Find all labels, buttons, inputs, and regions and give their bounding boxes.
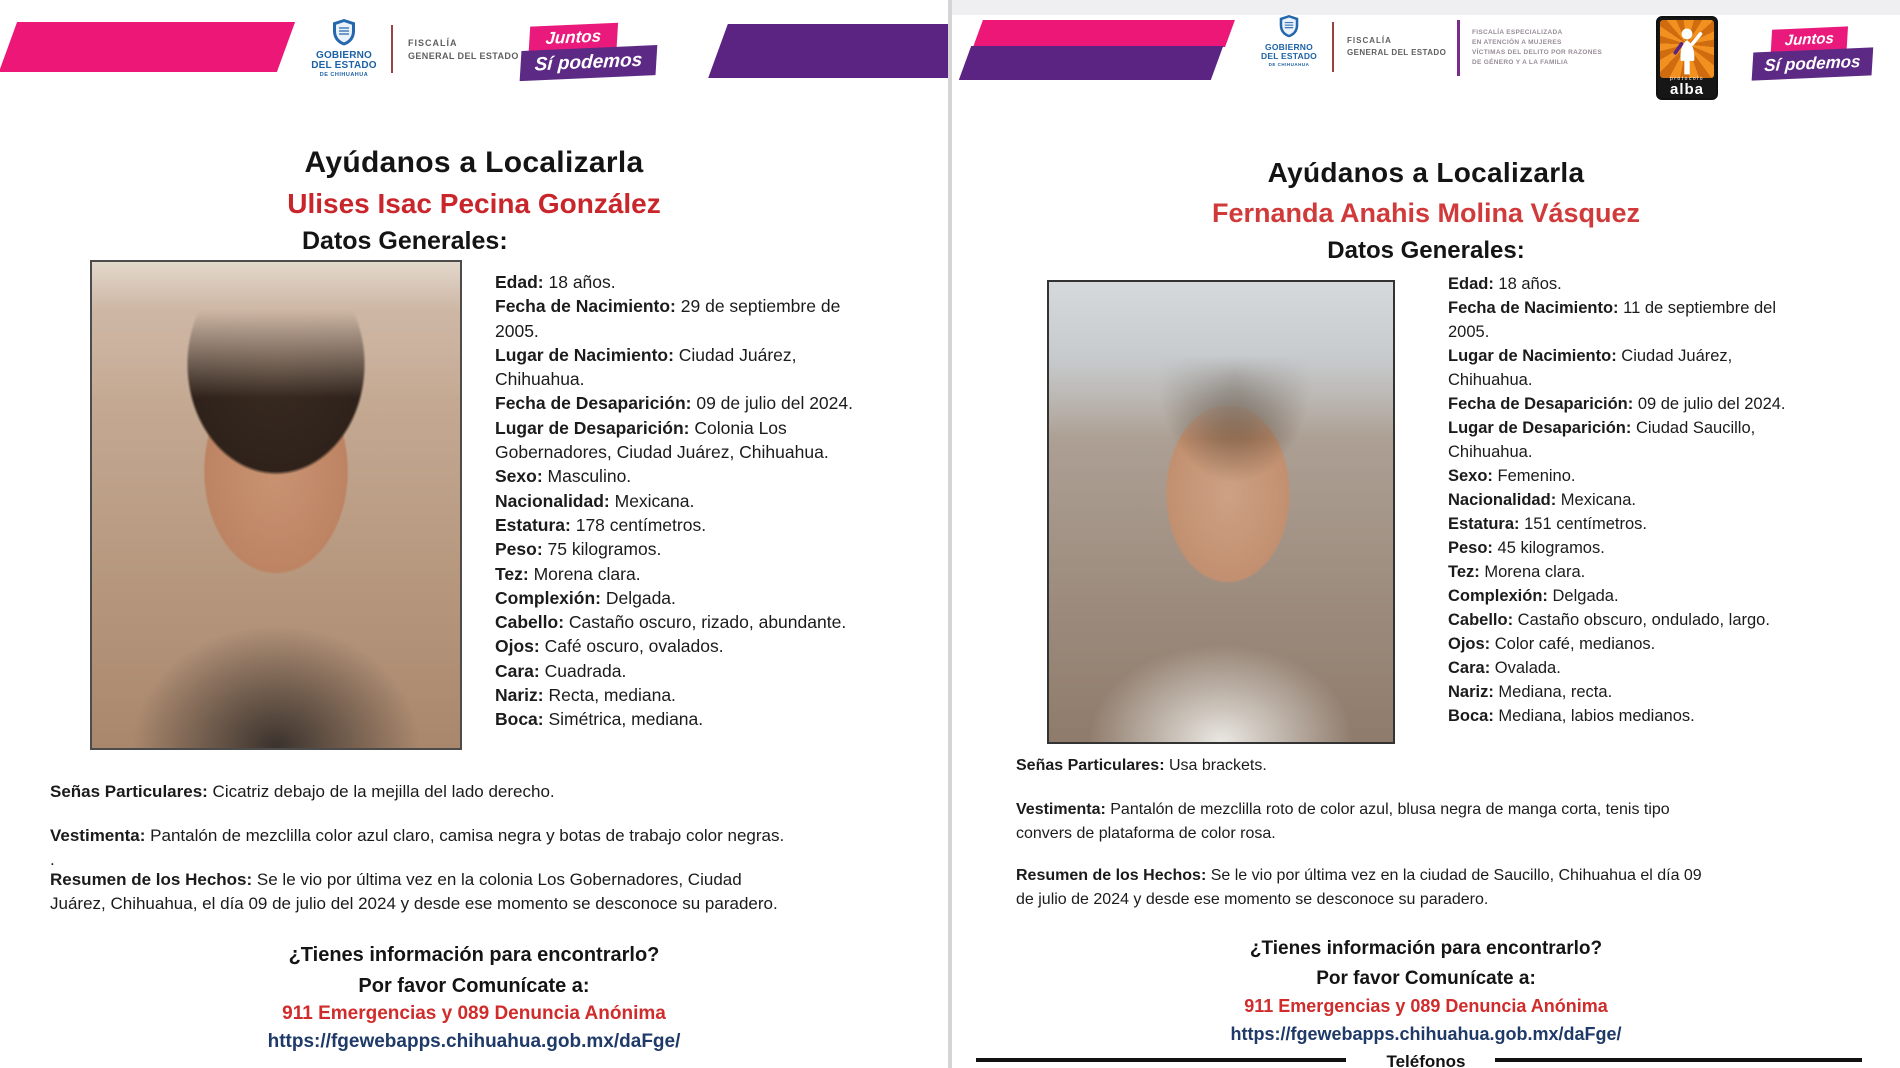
resumen-line: de julio de 2024 y desde ese momento se desconoce su paradero. <box>1016 891 1489 908</box>
detail-line: Tez: Morena clara. <box>495 563 641 584</box>
detail-line: Estatura: 151 centímetros. <box>1448 515 1648 533</box>
fiscalia-line2: GENERAL DEL ESTADO <box>1347 48 1447 57</box>
detail-line: Sexo: Femenino. <box>1448 467 1576 485</box>
vestimenta-line: Vestimenta: Pantalón de mezclilla color azul claro, camisa negra y botas de trabajo color negras. <box>50 826 785 845</box>
detail-line: Boca: Simétrica, mediana. <box>495 709 704 730</box>
juntos-badge-bottom: Sí podemos <box>1752 47 1874 80</box>
details-list <box>1448 272 1786 728</box>
contact-url[interactable]: https://fgewebapps.chihuahua.gob.mx/daFge/ <box>1230 1024 1622 1044</box>
person-name: Fernanda Anahis Molina Vásquez <box>1211 198 1641 228</box>
header-divider-1 <box>1332 22 1334 72</box>
detail-line: Nariz: Mediana, recta. <box>1448 683 1613 701</box>
detail-line: Edad: 18 años. <box>1448 275 1562 293</box>
detail-line: Lugar de Nacimiento: Ciudad Juárez, <box>1448 347 1733 365</box>
details-list <box>495 270 853 732</box>
detail-line: Cabello: Castaño oscuro, rizado, abundante. <box>495 612 847 633</box>
detail-line: Fecha de Nacimiento: 29 de septiembre de <box>495 296 841 317</box>
fiscalia-esp-line4: DE GÉNERO Y A LA FAMILIA <box>1472 59 1569 66</box>
detail-line: Lugar de Desaparición: Colonia Los <box>495 417 787 438</box>
detail-line: Fecha de Nacimiento: 11 de septiembre del <box>1448 299 1777 317</box>
detail-line: Chihuahua. <box>495 369 585 390</box>
gobierno-logo-line1: GOBIERNO <box>1265 42 1313 52</box>
gobierno-logo <box>300 18 388 78</box>
resumen-line: Resumen de los Hechos: Se le vio por última vez en la colonia Los Gobernadores, Ciudad <box>50 870 742 889</box>
contact-question: ¿Tienes información para encontrarlo? <box>288 944 660 966</box>
juntos-badge <box>1749 23 1875 84</box>
contact-cta: Por favor Comunícate a: <box>358 975 590 997</box>
fiscalia-logo-text <box>1347 36 1446 57</box>
detail-line: Estatura: 178 centímetros. <box>495 514 707 535</box>
telefonos-rule-right <box>1495 1058 1862 1062</box>
alba-figure-icon <box>1669 24 1705 78</box>
page-title: Ayúdanos a Localizarla <box>304 146 644 179</box>
detail-line: Peso: 45 kilogramos. <box>1448 539 1605 557</box>
detail-line: Nariz: Recta, mediana. <box>495 685 676 706</box>
detail-line: Cara: Ovalada. <box>1448 659 1561 677</box>
detail-line: Peso: 75 kilogramos. <box>495 539 662 560</box>
contact-phones: 911 Emergencias y 089 Denuncia Anónima <box>1244 996 1608 1016</box>
vestimenta-line: convers de plataforma de color rosa. <box>1016 825 1276 842</box>
juntos-badge-top: Juntos <box>529 23 619 53</box>
gobierno-logo-line2: DEL ESTADO <box>1261 51 1317 61</box>
fiscalia-especializada-text <box>1472 28 1602 68</box>
fiscalia-logo-text <box>408 38 519 61</box>
fiscalia-line2: GENERAL DEL ESTADO <box>408 51 519 61</box>
detail-line: Sexo: Masculino. <box>495 466 632 487</box>
contact-cta: Por favor Comunícate a: <box>1316 968 1536 989</box>
fiscalia-esp-line3: VÍCTIMAS DEL DELITO POR RAZONES <box>1472 49 1603 56</box>
contact-url[interactable]: https://fgewebapps.chihuahua.gob.mx/daFge/ <box>267 1031 681 1052</box>
detail-line: Gobernadores, Ciudad Juárez, Chihuahua. <box>495 442 829 463</box>
section-heading: Datos Generales: <box>1327 237 1525 264</box>
header-divider <box>391 25 393 73</box>
fiscalia-line1: FISCALÍA <box>408 38 458 48</box>
detail-line: Cabello: Castaño obscuro, ondulado, largo. <box>1448 611 1770 629</box>
header-divider-2 <box>1457 20 1460 76</box>
detail-line: Cara: Cuadrada. <box>495 660 627 681</box>
juntos-badge <box>519 19 661 85</box>
pink-banner <box>973 20 1235 47</box>
gobierno-logo-line3: DE CHIHUAHUA <box>319 72 369 78</box>
detail-line: Boca: Mediana, labios medianos. <box>1448 707 1695 725</box>
shield-icon <box>331 18 357 46</box>
purple-banner <box>959 46 1223 80</box>
person-name: Ulises Isac Pecina González <box>287 188 661 219</box>
detail-line: Ojos: Color café, medianos. <box>1448 635 1656 653</box>
right-poster <box>952 0 1900 1068</box>
gobierno-logo-line1: GOBIERNO <box>315 50 373 61</box>
top-gray-strip <box>952 0 1900 15</box>
detail-line: Lugar de Desaparición: Ciudad Saucillo, <box>1448 419 1756 437</box>
section-heading: Datos Generales: <box>302 227 508 255</box>
detail-line: Lugar de Nacimiento: Ciudad Juárez, <box>495 344 797 365</box>
contact-phones: 911 Emergencias y 089 Denuncia Anónima <box>282 1003 666 1024</box>
fiscalia-esp-line2: EN ATENCIÓN A MUJERES <box>1472 39 1562 46</box>
senas-line: Señas Particulares: Usa brackets. <box>1016 757 1267 774</box>
senas-line: Señas Particulares: Cicatriz debajo de la mejilla del lado derecho. <box>50 782 555 801</box>
detail-line: Chihuahua. <box>1448 443 1533 461</box>
resumen-line: Juárez, Chihuahua, el día 09 de julio del 2024 y desde ese momento se desconoce su paradero. <box>50 894 778 913</box>
pink-banner <box>0 22 295 72</box>
detail-line: Fecha de Desaparición: 09 de julio del 2024. <box>495 393 853 414</box>
detail-line: Nacionalidad: Mexicana. <box>1448 491 1636 509</box>
resumen-line: Resumen de los Hechos: Se le vio por última vez en la ciudad de Saucillo, Chihuahua el día 09 <box>1016 867 1702 884</box>
protocolo-alba-logo <box>1656 16 1718 100</box>
vestimenta-line: . <box>50 850 55 869</box>
fiscalia-esp-line1: FISCALÍA ESPECIALIZADA <box>1472 29 1563 36</box>
alba-sunburst <box>1660 20 1714 78</box>
detail-line: Complexión: Delgada. <box>1448 587 1619 605</box>
alba-wordmark <box>1658 77 1716 97</box>
detail-line: Fecha de Desaparición: 09 de julio del 2024. <box>1448 395 1786 413</box>
missing-person-photo <box>1047 280 1395 744</box>
juntos-badge-bottom: Sí podemos <box>520 45 658 81</box>
alba-protocolo-text: protocolo <box>1669 76 1705 82</box>
shield-icon <box>1278 14 1300 38</box>
vestimenta-line: Vestimenta: Pantalón de mezclilla roto de color azul, blusa negra de manga corta, tenis tipo <box>1016 801 1670 818</box>
left-poster <box>0 0 948 1068</box>
detail-line: Tez: Morena clara. <box>1448 563 1586 581</box>
detail-line: Complexión: Delgada. <box>495 587 676 608</box>
resumen-block <box>1016 864 1702 912</box>
gobierno-logo-line2: DEL ESTADO <box>311 60 377 71</box>
page-title: Ayúdanos a Localizarla <box>1267 157 1585 188</box>
detail-line: Chihuahua. <box>1448 371 1533 389</box>
contact-question: ¿Tienes información para encontrarlo? <box>1249 938 1603 959</box>
missing-person-photo <box>90 260 462 750</box>
detail-line: Nacionalidad: Mexicana. <box>495 490 695 511</box>
vestimenta-block <box>1016 798 1670 846</box>
purple-banner <box>708 24 948 78</box>
fiscalia-line1: FISCALÍA <box>1347 36 1392 45</box>
vestimenta-block <box>50 824 784 872</box>
senas-block <box>1016 754 1267 778</box>
detail-line: Ojos: Café oscuro, ovalados. <box>495 636 724 657</box>
alba-text: alba <box>1669 81 1704 98</box>
detail-line: Edad: 18 años. <box>495 272 616 292</box>
resumen-block <box>50 868 778 916</box>
detail-line: 2005. <box>495 320 539 341</box>
gobierno-logo-line3: DE CHIHUAHUA <box>1268 62 1310 67</box>
telefonos-label: Teléfonos <box>1386 1052 1466 1068</box>
gobierno-logo <box>1246 14 1332 67</box>
senas-block <box>50 780 555 804</box>
detail-line: 2005. <box>1448 323 1490 341</box>
juntos-badge-top: Juntos <box>1771 26 1848 52</box>
